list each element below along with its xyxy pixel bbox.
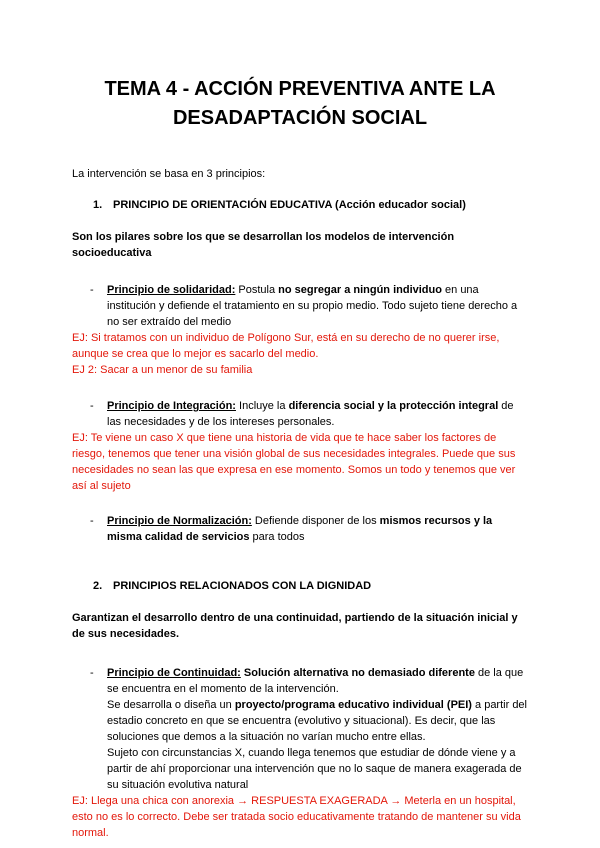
principle-name: Principio de Continuidad: [107,667,241,679]
principle-text: Postula [235,284,279,296]
section-1-title: PRINCIPIO DE ORIENTACIÓN EDUCATIVA (Acción educador social) [113,199,466,211]
section-2-number: 2. [93,580,103,592]
principle-key-phrase: diferencia social y la protección integral [288,400,499,412]
section-2-title: PRINCIPIOS RELACIONADOS CON LA DIGNIDAD [113,580,372,592]
principle-name: Principio de Integración: [107,400,236,412]
bullet-dash: - [90,515,94,527]
continuidad-paragraph-3: Sujeto con circunstancias X, cuando llega tenemos que estudiar de dónde viene y a partir de ahí proporcionar una intervención que no lo saque de manera exagerada de su situación evolutiva natural [107,747,522,791]
example-continuidad: EJ: Llega una chica con anorexia → RESPUESTA EXAGERADA → Meterla en un hospital, esto no es lo correcto. Debe ser tratada socio educativamente tratando de mantener su vida normal. [72,795,521,839]
principle-normalizacion [72,513,528,545]
principle-text: para todos [249,531,305,543]
bullet-dash: - [90,667,94,679]
bullet-dash: - [90,284,94,296]
example-solidaridad-2: EJ 2: Sacar a un menor de su familia [72,364,253,376]
principle-text: de las necesidades y de los intereses personales. [107,400,514,428]
principle-key-phrase: no segregar a ningún individuo [278,284,442,296]
principle-continuidad [72,665,528,697]
section-2-heading [72,578,528,594]
intro-text: La intervención se basa en 3 principios: [72,168,266,180]
paragraph-text: a partir del estadio concreto en que se encuentra (evolutivo y situacional). Es decir, que las soluciones que demos a la situación no varían mucho entre ellas. [107,699,527,743]
section-2-lead: Garantizan el desarrollo dentro de una continuidad, partiendo de la situación inicial y de sus necesidades. [72,612,518,640]
principle-text: de la que se encuentra en el momento de la intervención. [107,667,524,695]
section-1-number: 1. [93,199,103,211]
principle-key-phrase: Solución alternativa no demasiado diferente [240,667,475,679]
principle-text: Incluye la [235,400,289,412]
paragraph-text: Se desarrolla o diseña un [107,699,235,711]
section-1-heading [72,197,528,213]
title-line-2: DESADAPTACIÓN SOCIAL [172,107,428,129]
principle-name: Principio de Normalización: [107,515,252,527]
pei-phrase: proyecto/programa educativo individual (PEI) [234,699,472,711]
example-solidaridad-1: EJ: Si tratamos con un individuo de Polígono Sur, está en su derecho de no querer irse, aunque se crea que lo mejor es sacarlo del medio. [72,332,500,360]
section-1-lead: Son los pilares sobre los que se desarrollan los modelos de intervención socioeducativa [72,231,455,259]
page-title [72,0,528,133]
example-integracion: EJ: Te viene un caso X que tiene una historia de vida que te hace saber los factores de riesgo, tenemos que tener una visión global de sus necesidades integrales. Puede que sus necesidades no sean las que expresa en ese momento. Somos un todo y tenemos que ver así al sujeto [72,432,516,492]
principle-name: Principio de solidaridad: [107,284,236,296]
bullet-dash: - [90,400,94,412]
principle-solidaridad [72,282,528,330]
continuidad-paragraph-2 [72,697,528,745]
title-line-1: TEMA 4 - ACCIÓN PREVENTIVA ANTE LA [104,78,496,100]
principle-integracion [72,398,528,430]
principle-text: Defiende disponer de los [251,515,380,527]
principle-text: en una institución y defiende el tratamiento en su propio medio. Todo sujeto tiene derecho a no ser extraído del medio [107,284,518,328]
principle-key-phrase: mismos recursos y la misma calidad de servicios [107,515,493,543]
